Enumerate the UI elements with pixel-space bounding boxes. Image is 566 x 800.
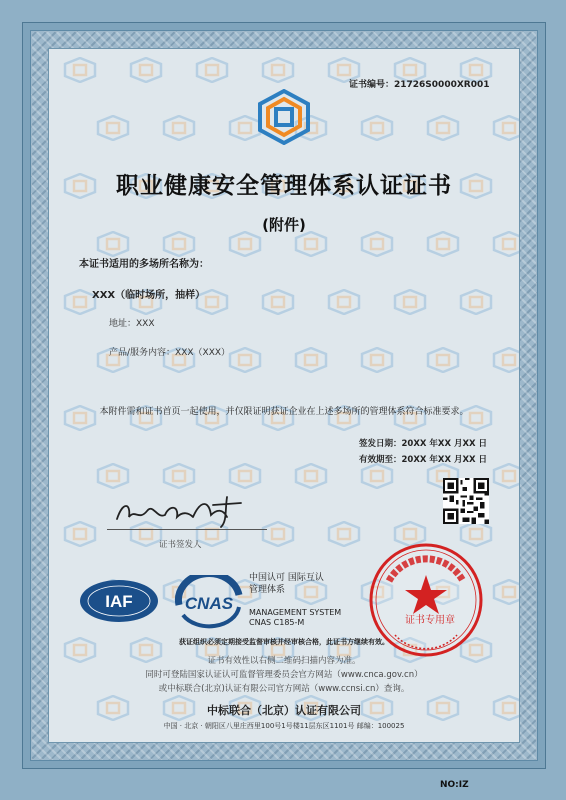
watermark-logo-icon <box>393 289 427 315</box>
certificate-sheet <box>48 48 520 743</box>
scope-intro: 本证书适用的多场所名称为： <box>79 259 209 270</box>
watermark-logo-icon <box>261 57 295 83</box>
qr-code-icon <box>443 478 489 524</box>
footer-line-1: 证书有效性以右侧二维码扫描内容为准。 <box>207 656 361 666</box>
watermark-logo-icon <box>492 347 520 373</box>
signer-label: 证书签发人 <box>159 540 202 550</box>
watermark-logo-icon <box>195 57 229 83</box>
cnas-mark-icon <box>169 575 249 629</box>
company-logo-icon <box>256 89 312 145</box>
iaf-mark-icon <box>79 579 159 623</box>
accreditation-en-text <box>249 608 341 628</box>
watermark-logo-icon <box>492 115 520 141</box>
site-address: 地址：XXX <box>109 319 155 329</box>
watermark-logo-icon <box>294 347 328 373</box>
signature-line <box>107 529 267 530</box>
company-name: 中标联合（北京）认证有限公司 <box>207 704 361 717</box>
watermark-logo-icon <box>360 463 394 489</box>
expiry-date: 有效期至：20XX 年XX 月XX 日 <box>359 455 488 465</box>
handwritten-signature <box>109 491 259 531</box>
footer-line-2: 同时可登陆国家认证认可监督管理委员会官方网站（www.cnca.gov.cn） <box>145 670 423 680</box>
accreditation-en-line2: CNAS C185-M <box>249 618 305 627</box>
watermark-logo-icon <box>129 57 163 83</box>
watermark-logo-icon <box>360 347 394 373</box>
watermark-logo-icon <box>492 463 520 489</box>
issue-date: 签发日期：20XX 年XX 月XX 日 <box>359 439 488 449</box>
certificate-title: 职业健康安全管理体系认证证书 <box>116 173 452 199</box>
watermark-logo-icon <box>426 115 460 141</box>
watermark-logo-icon <box>294 463 328 489</box>
seal-text: 证书专用章 <box>405 615 455 626</box>
watermark-logo-icon <box>162 463 196 489</box>
watermark-logo-icon <box>327 521 361 547</box>
watermark-logo-icon <box>261 289 295 315</box>
watermark-logo-icon <box>63 57 97 83</box>
certificate-number: 证书编号：21726S0000XR001 <box>349 80 490 90</box>
watermark-logo-icon <box>162 115 196 141</box>
accreditation-cn-text: 中国认可 国际互认 管理体系 <box>249 573 324 595</box>
site-name: XXX（临时场所，抽样） <box>92 290 206 301</box>
validity-warning: 获证组织必须定期接受监督审核并经审核合格，此证书方继续有效。 <box>179 638 389 646</box>
company-address: 中国 · 北京 · 朝阳区八里庄西里100号1号楼11层东区1101号 邮编：100025 <box>163 722 405 730</box>
product-service: 产品/服务内容：XXX（XXX） <box>109 348 231 358</box>
watermark-logo-icon <box>96 463 130 489</box>
accreditation-en-line1: MANAGEMENT SYSTEM <box>249 608 342 617</box>
serial-no-label: NO:IZ <box>440 780 469 790</box>
watermark-logo-icon <box>228 347 262 373</box>
watermark-logo-icon <box>96 115 130 141</box>
iaf-label: IAF <box>105 592 133 611</box>
watermark-logo-icon <box>261 521 295 547</box>
watermark-logo-icon <box>459 289 493 315</box>
watermark-logo-icon <box>327 289 361 315</box>
watermark-logo-icon <box>63 521 97 547</box>
watermark-logo-icon <box>228 463 262 489</box>
cnas-label: CNAS <box>184 594 234 613</box>
watermark-logo-icon <box>492 579 520 605</box>
usage-note: 本附件需和证书首页一起使用，并仅限证明获证企业在上述多场所的管理体系符合标准要求。 <box>99 407 469 417</box>
footer-line-3: 或中标联合(北京)认证有限公司官方网站（www.ccnsi.cn）查询。 <box>158 684 410 694</box>
watermark-logo-icon <box>360 115 394 141</box>
certificate-subtitle: (附件) <box>262 216 306 234</box>
watermark-logo-icon <box>426 347 460 373</box>
